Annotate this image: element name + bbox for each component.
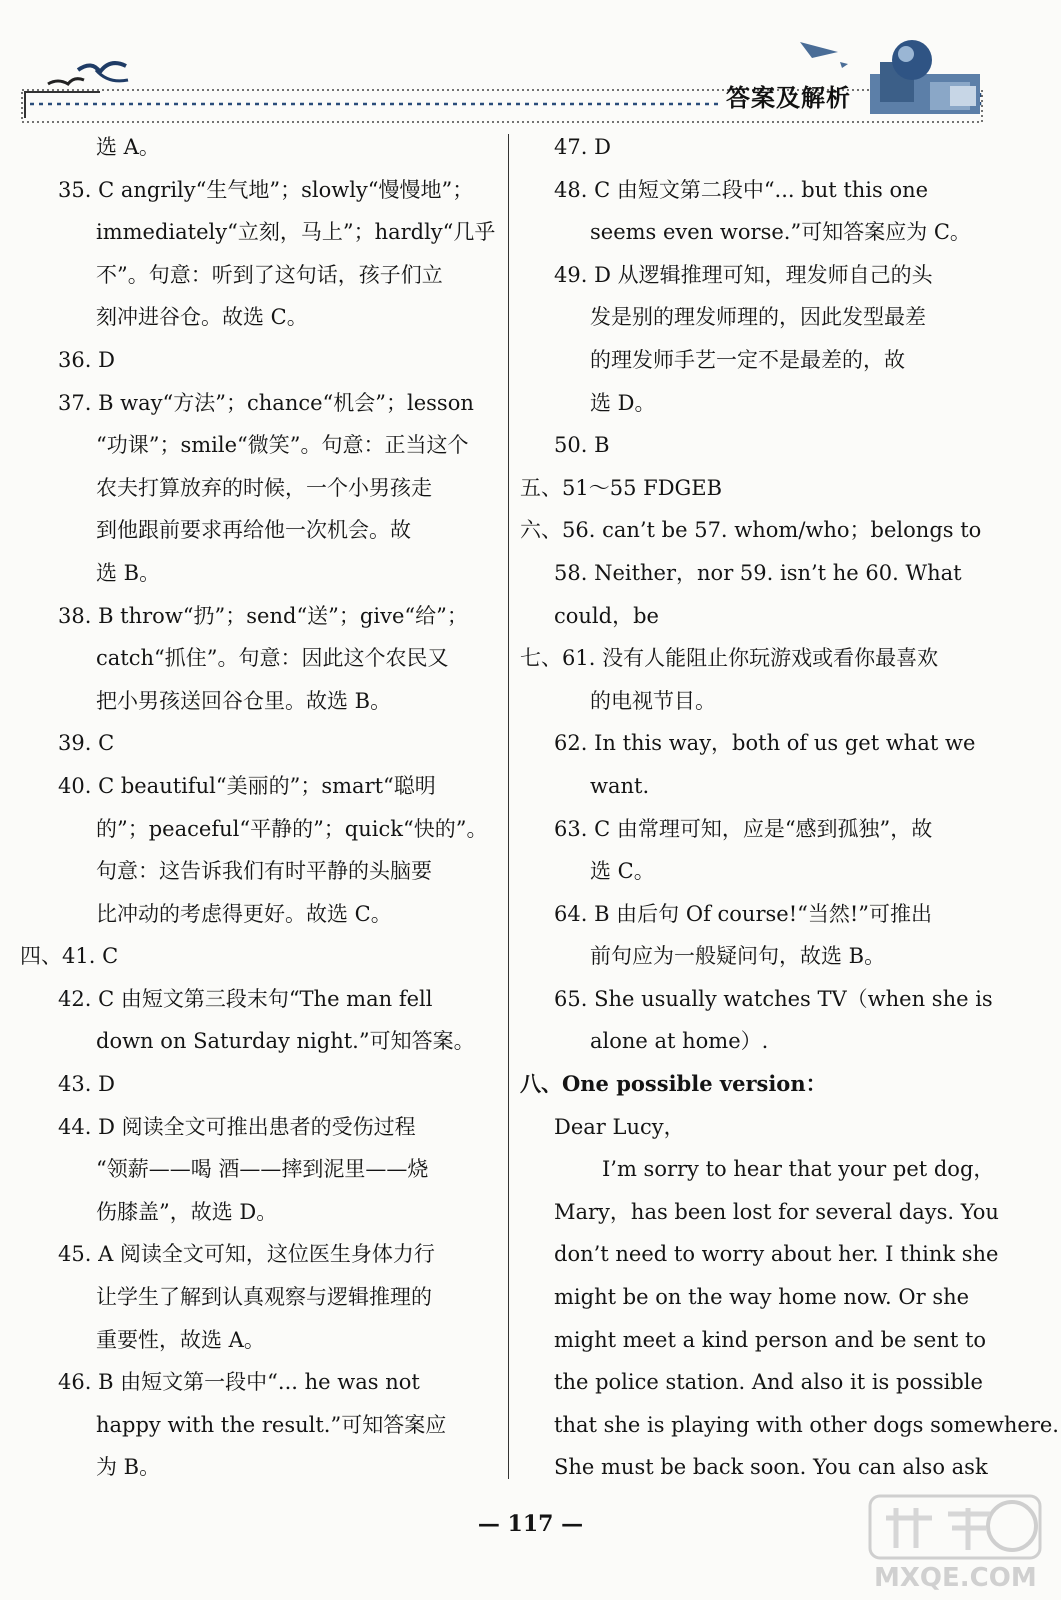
- right-column-line: 八、One possible version：: [520, 1071, 827, 1097]
- left-column-line: 为 B。: [96, 1455, 161, 1480]
- left-column-line: 36. D: [58, 347, 115, 372]
- left-column-line: 38. B throw“扔”；send“送”；give“给”；: [58, 603, 468, 628]
- right-column-line: 的理发师手艺一定不是最差的，故: [590, 347, 905, 372]
- left-column-line: 把小男孩送回谷仓里。故选 B。: [96, 688, 392, 713]
- right-column-line: the police station. And also it is possible: [554, 1370, 983, 1395]
- left-column-line: 不”。句意：听到了这句话，孩子们立: [96, 262, 443, 287]
- left-column-line: 选 A。: [96, 135, 160, 159]
- left-column-line: 45. A 阅读全文可知，这位医生身体力行: [58, 1242, 435, 1267]
- left-column-line: 选 B。: [96, 560, 161, 585]
- left-column-line: immediately“立刻，马上”；hardly“几乎: [96, 220, 496, 245]
- right-column-line: 前句应为一般疑问句，故选 B。: [590, 944, 886, 969]
- right-column-line: 47. D: [554, 135, 611, 159]
- left-column-line: happy with the result.”可知答案应: [96, 1412, 447, 1437]
- left-column-line: 句意：这告诉我们有时平静的头脑要: [96, 859, 432, 884]
- column-divider: [508, 134, 509, 1479]
- right-column-line: might meet a kind person and be sent to: [554, 1327, 987, 1352]
- watermark-logo: [862, 1488, 1052, 1596]
- left-column-line: “功课”；smile“微笑”。句意：正当这个: [96, 433, 469, 458]
- right-column-line: could，be: [554, 603, 659, 628]
- left-column-line: 农夫打算放弃的时候，一个小男孩走: [96, 475, 432, 500]
- right-column-line: 48. C 由短文第二段中“... but this one: [554, 177, 929, 202]
- left-column-line: 到他跟前要求再给他一次机会。故: [96, 518, 411, 543]
- right-column-line: She must be back soon. You can also ask: [554, 1455, 988, 1480]
- right-column-line: Mary，has been lost for several days. You: [554, 1199, 999, 1224]
- right-column-line: 五、51～55 FDGEB: [520, 475, 723, 500]
- right-column-line: 63. C 由常理可知，应是“感到孤独”，故: [554, 816, 933, 841]
- right-column-line: 50. B: [554, 433, 610, 458]
- right-column-line: want.: [590, 773, 650, 798]
- left-column-line: down on Saturday night.”可知答案。: [96, 1029, 475, 1054]
- left-column-line: 四、41. C: [20, 944, 119, 969]
- left-column-line: 46. B 由短文第一段中“... he was not: [58, 1370, 420, 1395]
- right-column-line: I’m sorry to hear that your pet dog，: [602, 1157, 995, 1182]
- left-column-line: catch“抓住”。句意：因此这个农民又: [96, 646, 449, 671]
- right-column-line: that she is playing with other dogs somewhere.: [554, 1412, 1059, 1437]
- page-number: — 117 —: [477, 1511, 584, 1537]
- right-column-line: 49. D 从逻辑推理可知，理发师自己的头: [554, 262, 933, 287]
- right-column-line: 的电视节目。: [590, 688, 716, 713]
- right-column-line: 62. In this way，both of us get what we: [554, 731, 976, 756]
- left-column-line: 42. C 由短文第三段末句“The man fell: [58, 986, 433, 1011]
- right-column-line: don’t need to worry about her. I think she: [554, 1242, 999, 1267]
- right-column-line: 六、56. can’t be 57. whom/who；belongs to: [520, 518, 982, 543]
- left-column-line: 37. B way“方法”；chance“机会”；lesson: [58, 390, 474, 415]
- left-column: [20, 126, 496, 1489]
- left-column-line: 43. D: [58, 1072, 115, 1097]
- left-column-line: 39. C: [58, 731, 115, 756]
- header-decoration-icon: [0, 0, 1061, 130]
- left-column-line: 的”；peaceful“平静的”；quick“快的”。: [96, 816, 488, 841]
- left-column-line: 35. C angrily“生气地”；slowly“慢慢地”；: [58, 177, 474, 202]
- watermark-icon: [862, 1488, 1052, 1596]
- right-column-line: 58. Neither，nor 59. isn’t he 60. What: [554, 560, 962, 585]
- right-column-line: alone at home）.: [590, 1029, 769, 1054]
- left-column-line: 44. D 阅读全文可推出患者的受伤过程: [58, 1114, 416, 1139]
- right-column-line: might be on the way home now. Or she: [554, 1285, 970, 1310]
- left-column-line: 重要性，故选 A。: [96, 1327, 265, 1352]
- right-column-line: 65. She usually watches TV（when she is: [554, 986, 993, 1011]
- right-column-line: 选 D。: [590, 390, 656, 415]
- right-column-line: 选 C。: [590, 859, 655, 884]
- left-column-line: 刻冲进谷仓。故选 C。: [96, 305, 308, 330]
- left-column-line: “领薪——喝 酒——摔到泥里——烧: [96, 1157, 429, 1182]
- right-column-line: 64. B 由后句 Of course!“当然!”可推出: [554, 901, 933, 926]
- left-column-line: 让学生了解到认真观察与逻辑推理的: [96, 1285, 432, 1310]
- right-column-line: seems even worse.”可知答案应为 C。: [590, 220, 971, 245]
- right-column: [520, 126, 1059, 1489]
- left-column-line: 比冲动的考虑得更好。故选 C。: [96, 901, 392, 926]
- left-column-line: 伤膝盖”，故选 D。: [96, 1199, 278, 1224]
- page-header: [0, 0, 1061, 130]
- right-column-line: Dear Lucy，: [554, 1114, 685, 1139]
- right-column-line: 发是别的理发师理的，因此发型最差: [590, 305, 926, 330]
- header-title: 答案及解析: [726, 84, 851, 112]
- watermark-url: MXQE.COM: [874, 1563, 1037, 1593]
- right-column-line: 七、61. 没有人能阻止你玩游戏或看你最喜欢: [520, 646, 939, 671]
- left-column-line: 40. C beautiful“美丽的”；smart“聪明: [58, 773, 436, 798]
